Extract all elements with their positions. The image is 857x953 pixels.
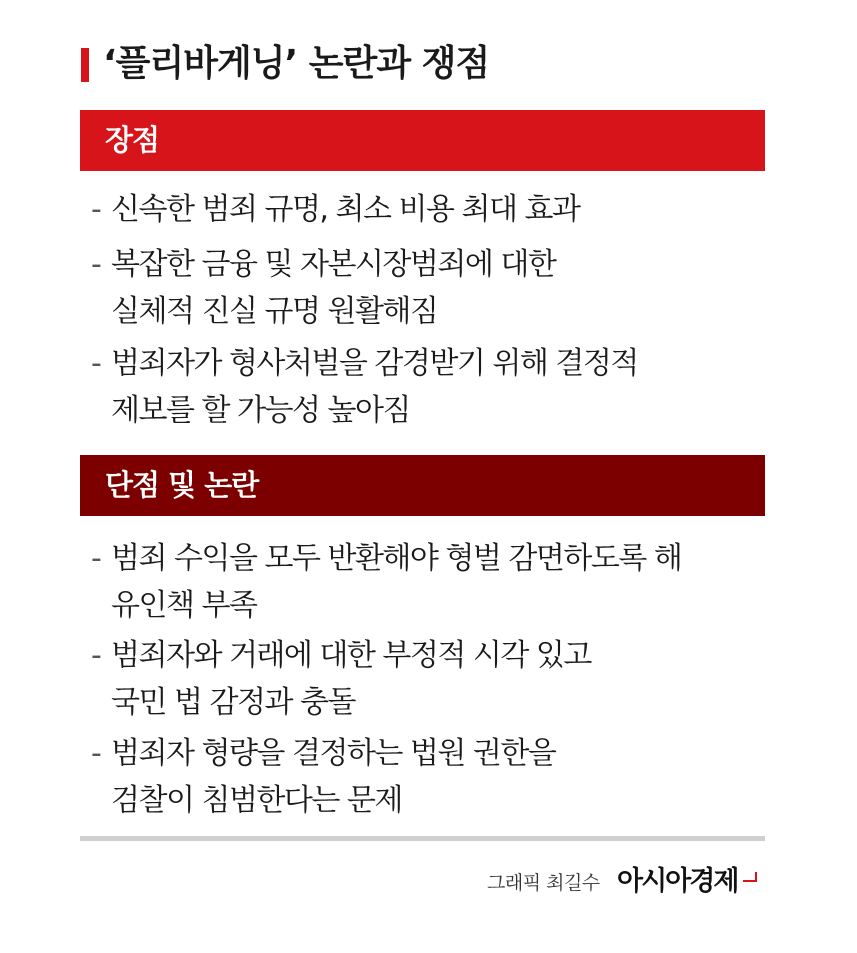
item-text: 범죄자가 형사처벌을 감경받기 위해 결정적 (111, 346, 638, 381)
item-text: 범죄자와 거래에 대한 부정적 시각 있고 (111, 638, 591, 673)
title-accent-bar (81, 48, 89, 82)
item-text: 범죄 수익을 모두 반환해야 형벌 감면하도록 해 (111, 541, 682, 576)
bullet-dash: - (91, 736, 101, 771)
item-text-continued: 검찰이 침범한다는 문제 (111, 783, 402, 818)
item-text: 범죄자 형량을 결정하는 법원 권한을 (111, 736, 556, 771)
pros-heading: 장점 (80, 110, 765, 171)
pros-item-3 (91, 340, 771, 434)
item-text-continued: 국민 법 감정과 충돌 (111, 685, 355, 720)
item-text: 신속한 범죄 규명, 최소 비용 최대 효과 (111, 192, 580, 227)
bullet-dash: - (91, 346, 101, 381)
cons-item-2 (91, 632, 771, 726)
item-text-continued: 제보를 할 가능성 높아짐 (111, 393, 410, 428)
bullet-dash: - (91, 247, 101, 282)
page-title: ‘플리바게닝’ 논란과 쟁점 (103, 43, 490, 84)
item-text: 복잡한 금융 및 자본시장범죄에 대한 (111, 247, 556, 282)
pros-item-2 (91, 241, 771, 335)
pros-item-1 (91, 186, 771, 233)
graphic-credit: 그래픽 최길수 (487, 872, 600, 894)
red-corner-mark-icon (743, 872, 757, 882)
cons-item-1 (91, 535, 771, 629)
publisher-logo: 아시아경제 (617, 866, 738, 897)
item-text-continued: 유인책 부족 (111, 588, 257, 623)
bullet-dash: - (91, 192, 101, 227)
bullet-dash: - (91, 541, 101, 576)
item-text-continued: 실체적 진실 규명 원활해짐 (111, 294, 438, 329)
bullet-dash: - (91, 638, 101, 673)
bottom-divider (80, 836, 765, 841)
cons-item-3 (91, 730, 771, 824)
cons-heading: 단점 및 논란 (80, 455, 765, 516)
